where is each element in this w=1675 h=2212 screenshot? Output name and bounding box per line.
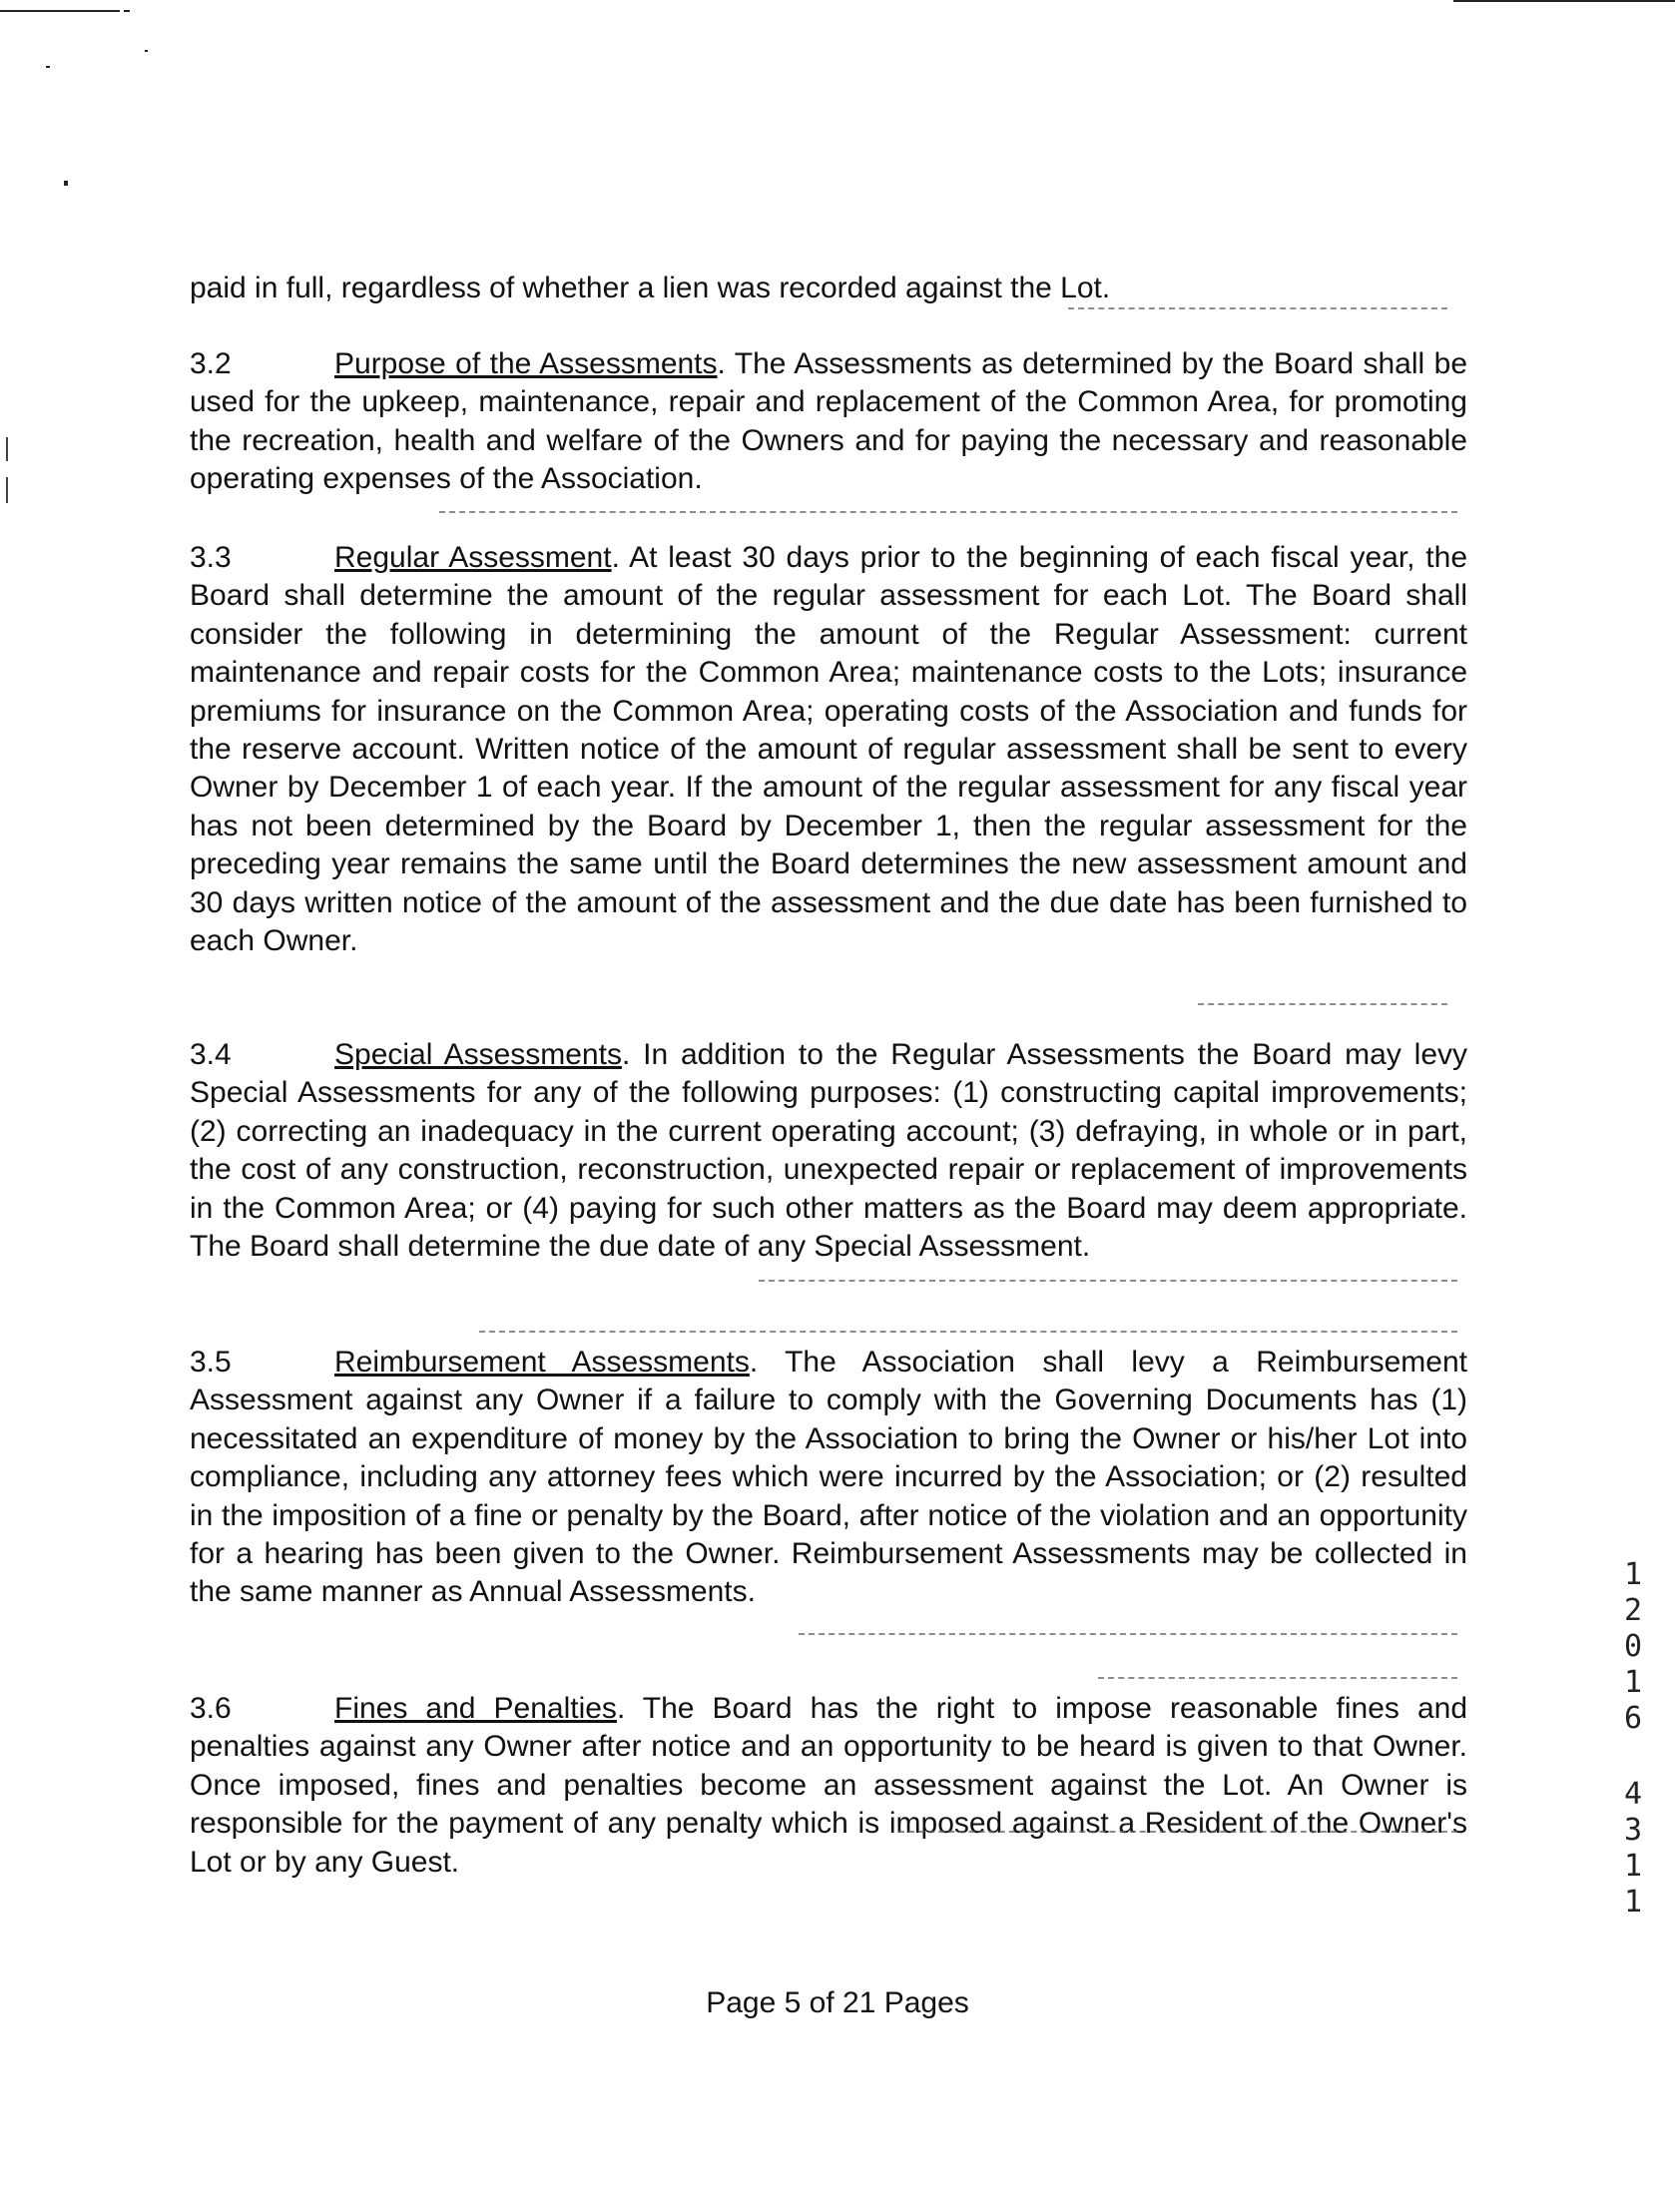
scan-noise [479,1331,1457,1335]
section-number: 3.4 [190,1038,232,1071]
section-3-5: 3.5 Reimbursement Assessments. The Association shall levy a Reimbursement Assessment against any Owner if a failure to comply with the Governing Documents has (1) necessitated an expenditure of money by the Association to bring the Owner or his/her Lot into compliance, including any attorney fees which were incurred by the Association; or (2) resulted in the imposition of a fine or penalty by the Board, after notice of the violation and an opportunity for a hearing has been given to the Owner. Reimbursement Assessments may be collected in the same manner as Annual Assessments. [190,1346,1467,1609]
section-body: At least 30 days prior to the beginning of each fiscal year, the Board shall determine the amount of the regular assessment for each Lot. The Board shall consider the following in determining the amount of the Regular Assessment: current maintenance and repair costs for the Common Area; maintenance costs to the Lots; insurance premiums for insurance on the Common Area; operating costs of the Association and funds for the reserve account. Written notice of the amount of regular assessment shall be sent to every Owner by December 1 of each year. If the amount of the regular assessment for any fiscal year has not been determined by the Board by December 1, then the regular assessment for the preceding year remains the same until the Board determines the new assessment amount and 30 days written notice of the amount of the assessment and the due date has been furnished to each Owner. [190,541,1467,958]
margin-mark [6,477,8,503]
stamp-digit: 2 [1623,1593,1643,1628]
section-number: 3.2 [190,347,232,380]
section-body: The Board has the right to impose reasonable fines and penalties against any Owner after notice and an opportunity to be heard is given to that Owner. Once imposed, fines and penalties become an assessment against the Lot. An Owner is responsible for the payment of any penalty which is imposed against a Resident of the Owner's Lot or by any Guest. [190,1692,1467,1879]
stamp-digit: 3 [1623,1813,1643,1848]
stamp-digit: 1 [1623,1849,1643,1884]
page-footer: Page 5 of 21 Pages [706,1986,969,2019]
section-number: 3.6 [190,1692,232,1725]
scan-noise [439,511,1457,515]
section-number: 3.3 [190,541,232,574]
scan-noise [898,1831,1457,1835]
stamp-digit: 1 [1623,1557,1643,1592]
scan-speck [64,181,68,186]
margin-mark [6,437,8,461]
stamp-digit: 4 [1623,1777,1643,1812]
scan-noise [1068,307,1447,311]
section-number: 3.5 [190,1346,232,1379]
section-title: Reimbursement Assessments [334,1346,750,1379]
section-body: The Assessments as determined by the Board shall be used for the upkeep, maintenance, repair and replacement of the Common Area, for promoting the recreation, health and welfare of the Owners and for paying the necessary and reasonable operating expenses of the Association. [190,347,1467,496]
section-title: Fines and Penalties [334,1692,617,1725]
stamp-digit: 1 [1623,1885,1643,1920]
stamp-digit: 6 [1623,1701,1643,1736]
section-3-4: 3.4 Special Assessments. In addition to the Regular Assessments the Board may levy Special Assessments for any of the following purposes: (1) constructing capital improvements; (2) correcting an inadequacy in the current operating account; (3) defraying, in whole or in part, the cost of any construction, reconstruction, unexpected repair or replacement of improvements in the Common Area; or (4) paying for such other matters as the Board may deem appropriate. The Board shall determine the due date of any Special Assessment. [190,1038,1468,1264]
scan-noise [759,1280,1457,1284]
scan-noise [1198,1003,1447,1007]
scan-edge-mark [124,10,130,12]
section-title: Purpose of the Assessments [334,347,718,380]
opening-line-text: paid in full, regardless of whether a lien was recorded against the Lot. [190,272,1111,304]
scan-edge-mark [1453,0,1675,2]
stamp-gap [1615,1737,1651,1777]
section-title: Special Assessments [334,1038,622,1071]
scan-noise [799,1633,1457,1637]
scan-edge-mark [0,10,120,12]
section-body: The Association shall levy a Reimbursement Assessment against any Owner if a failure to comply with the Governing Documents has (1) necessitated an expenditure of money by the Association to bring the Owner or his/her Lot into compliance, including any attorney fees which were incurred by the Association; or (2) resulted in the imposition of a fine or penalty by the Board, after notice of the violation and an opportunity for a hearing has been given to the Owner. Reimbursement Assessments may be collected in the same manner as Annual Assessments. [190,1346,1467,1609]
section-title: Regular Assessment [334,541,612,574]
section-body: In addition to the Regular Assessments the Board may levy Special Assessments for any of the following purposes: (1) constructing capital improvements; (2) correcting an inadequacy in the current operating account; (3) defraying, in whole or in part, the cost of any construction, reconstruction, unexpected repair or replacement of improvements in the Common Area; or (4) paying for such other matters as the Board may deem appropriate. The Board shall determine the due date of any Special Assessment. [190,1038,1468,1264]
stamp-digit: 1 [1623,1665,1643,1700]
opening-line [190,270,1467,307]
scan-noise [1098,1677,1457,1681]
section-3-2: 3.2 Purpose of the Assessments. The Assessments as determined by the Board shall be used for the upkeep, maintenance, repair and replacement of the Common Area, for promoting the recreation, health and welfare of the Owners and for paying the necessary and reasonable operating expenses of the Association. [190,347,1467,496]
section-3-3: 3.3 Regular Assessment. At least 30 days prior to the beginning of each fiscal year, the Board shall determine the amount of the regular assessment for each Lot. The Board shall consider the following in determining the amount of the Regular Assessment: current maintenance and repair costs for the Common Area; maintenance costs to the Lots; insurance premiums for insurance on the Common Area; operating costs of the Association and funds for the reserve account. Written notice of the amount of regular assessment shall be sent to every Owner by December 1 of each year. If the amount of the regular assessment for any fiscal year has not been determined by the Board by December 1, then the regular assessment for the preceding year remains the same until the Board determines the new assessment amount and 30 days written notice of the amount of the assessment and the due date has been furnished to each Owner. [190,541,1467,958]
stamp-digit: 0 [1623,1629,1643,1664]
scan-speck [46,66,50,68]
scan-speck [145,50,148,52]
recording-number-stamp [1615,1557,1651,1921]
section-3-6: 3.6 Fines and Penalties. The Board has the right to impose reasonable fines and penalties against any Owner after notice and an opportunity to be heard is given to that Owner. Once imposed, fines and penalties become an assessment against the Lot. An Owner is responsible for the payment of any penalty which is imposed against a Resident of the Owner's Lot or by any Guest. [190,1692,1467,1879]
